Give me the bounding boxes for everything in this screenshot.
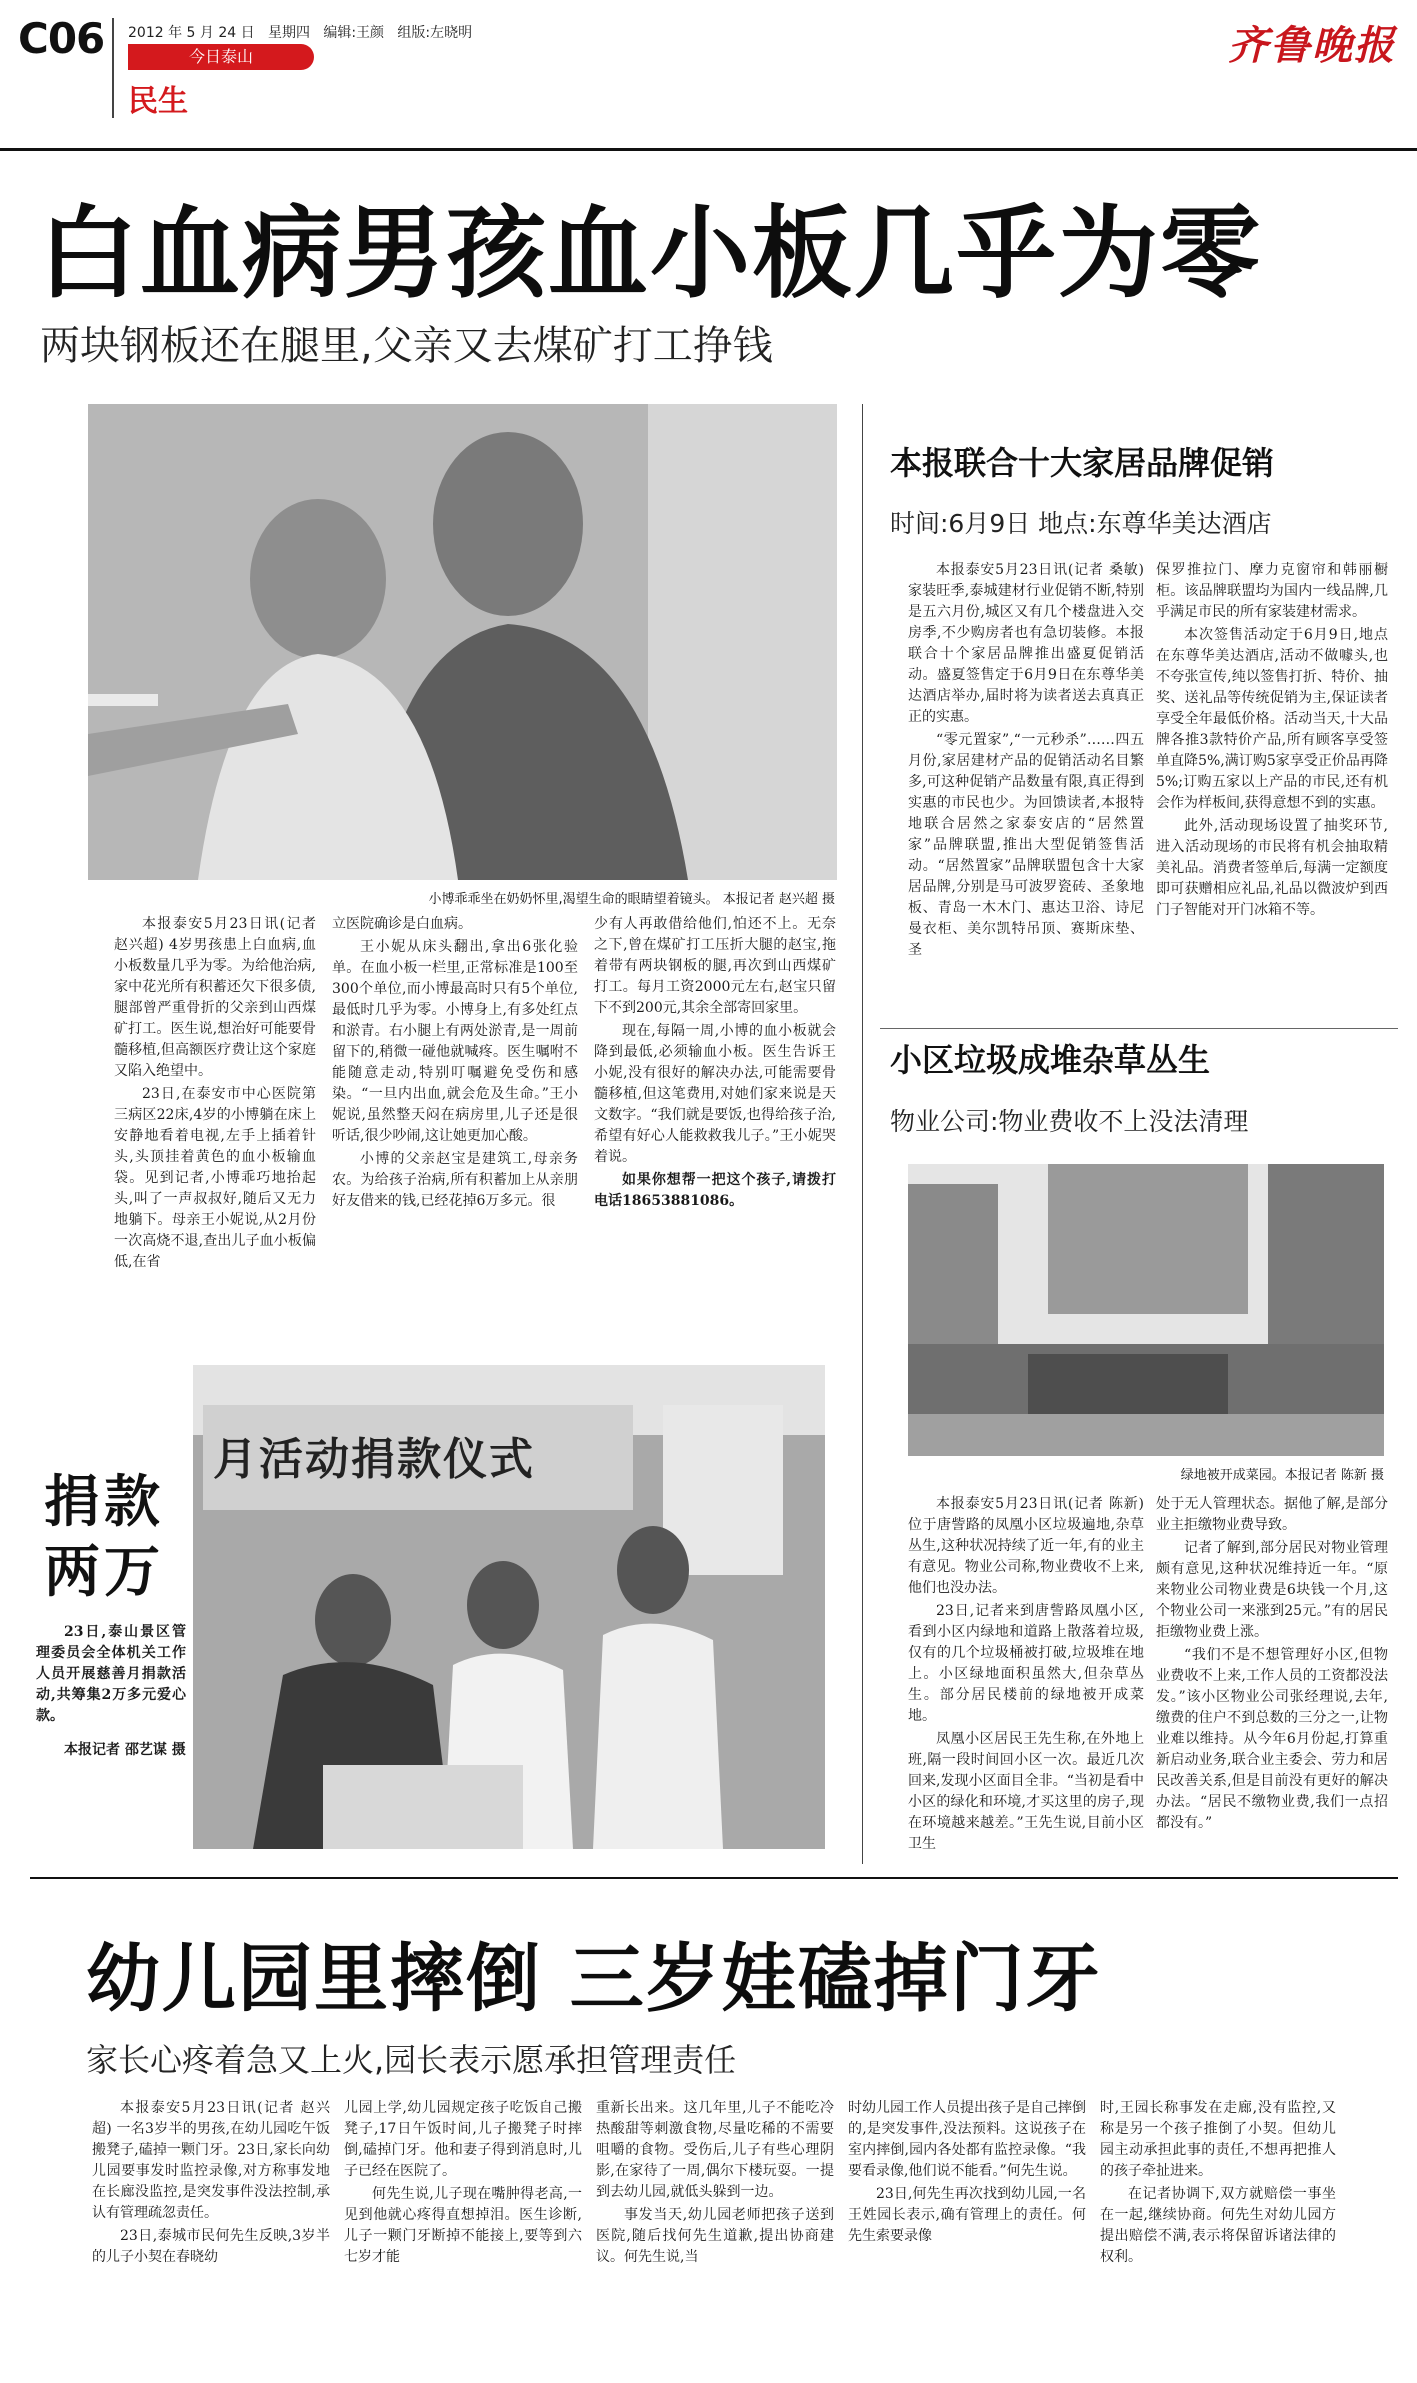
garbage-paragraph: “我们不是不想管理好小区,但物业费收不上来,工作人员的工资都没法发。”该小区物业公司张经理说,去年,缴费的住户不到总数的三分之一,让物业难以维持。从今年6月份起,打算重新启动业务,联合业主委会、劳力和居民改善关系,但是目前没有更好的解决办法。“居民不缴物业费,我们一点招都没有。” bbox=[1156, 1647, 1388, 1831]
lead-subtitle: 两块钢板还在腿里,父亲又去煤矿打工挣钱 bbox=[40, 323, 773, 369]
header-meta bbox=[128, 22, 472, 42]
lead-paragraph: 王小妮从床头翻出,拿出6张化验单。在血小板一栏里,正常标准是100至300个单位,而小博最高时只有5个单位,最低时几乎为零。小博身上,有多处红点和淤青。右小腿上有两处淤青,是一周前留下的,稍微一碰他就喊疼。医生嘱咐不能随意走动,特别叮嘱避免受伤和感染。“一旦内出血,就会危及生命。”王小妮说,虽然整天闷在病房里,儿子还是很听话,很少吵闹,这让她更加心酸。 bbox=[332, 939, 578, 1144]
garbage-paragraph: 本报泰安5月23日讯(记者 陈新) 位于唐訾路的凤凰小区垃圾遍地,杂草丛生,这种状况持续了近一年,有的业主有意见。物业公司称,物业费收不上来,他们也没办法。 bbox=[908, 1496, 1144, 1596]
kinder-paragraph: 时,王园长称事发在走廊,没有监控,又称是另一个孩子推倒了小契。但幼儿园主动承担此事的责任,不想再把推人的孩子牵扯进来。 bbox=[1100, 2100, 1336, 2179]
donation-photo bbox=[193, 1365, 825, 1849]
kinder-paragraph: 时幼儿园工作人员提出孩子是自己摔倒的,是突发事件,没法预料。这说孩子在室内摔倒,园内各处都有监控录像。“我要看录像,他们说不能看。”何先生说。 bbox=[848, 2100, 1086, 2179]
promo-headline: 本报联合十大家居品牌促销 bbox=[890, 444, 1275, 482]
kinder-subtitle: 家长心疼着急又上火,园长表示愿承担管理责任 bbox=[86, 2041, 737, 2079]
garbage-paragraph: 23日,记者来到唐訾路凤凰小区,看到小区内绿地和道路上散落着垃圾,仅有的几个垃圾桶被打破,垃圾堆在地上。小区绿地面积虽然大,但杂草丛生。部分居民楼前的绿地被开成菜地。 bbox=[908, 1603, 1144, 1724]
kinder-headline: 幼儿园里摔倒 三岁娃磕掉门牙 bbox=[86, 1936, 1102, 2022]
kinder-paragraph: 何先生说,儿子现在嘴肿得老高,一见到他就心疼得直想掉泪。医生诊断,儿子一颗门牙断掉不能接上,要等到六七岁才能 bbox=[344, 2186, 582, 2265]
kinder-paragraph: 本报泰安5月23日讯(记者 赵兴超) 一名3岁半的男孩,在幼儿园吃午饭搬凳子,磕掉一颗门牙。23日,家长向幼儿园要事发时监控录像,对方称事发地在长廊没监控,是突发事件没法控制,承认有管理疏忽责任。 bbox=[92, 2100, 330, 2221]
kinder-column-1 bbox=[92, 2098, 330, 2376]
promo-paragraph: “零元置家”,“一元秒杀”……四五月份,家居建材产品的促销活动名目繁多,可这种促销产品数量有限,真正得到实惠的市民也少。为回馈读者,本报特地联合居然之家泰安店的“居然置家”品牌联盟,推出大型促销签售活动。“居然置家”品牌联盟包含十大家居品牌,分别是马可波罗瓷砖、圣象地板、青岛一木木门、惠达卫浴、诗尼曼衣柜、美尔凯特吊顶、赛斯床垫、圣 bbox=[908, 732, 1144, 958]
garbage-paragraph: 凤凰小区居民王先生称,在外地上班,隔一段时间回小区一次。最近几次回来,发现小区面目全非。“当初是看中小区的绿化和环境,才买这里的房子,现在环境越来越差。”王先生说,目前小区卫生 bbox=[908, 1731, 1144, 1852]
kinder-paragraph: 重新长出来。这几年里,儿子不能吃冷热酸甜等刺激食物,尽量吃稀的不需要咀嚼的食物。受伤后,儿子有些心理阴影,在家待了一周,偶尔下楼玩耍。一提到去幼儿园,就低头躲到一边。 bbox=[596, 2100, 834, 2200]
promo-divider bbox=[880, 1028, 1398, 1029]
section-name: 民生 bbox=[128, 84, 188, 119]
masthead-logo: 齐鲁晚报 bbox=[1228, 22, 1396, 69]
kinder-paragraph: 在记者协调下,双方就赔偿一事坐在一起,继续协商。何先生对幼儿园方提出赔偿不满,表示将保留诉诸法律的权利。 bbox=[1100, 2186, 1336, 2265]
donation-body bbox=[36, 1622, 186, 1734]
garbage-column-1 bbox=[908, 1494, 1144, 1852]
donation-credit-block bbox=[36, 1740, 186, 1788]
header-rule bbox=[0, 148, 1417, 151]
promo-subtitle: 时间:6月9日 地点:东尊华美达酒店 bbox=[890, 509, 1272, 538]
lead-photo-caption: 小博乖乖坐在奶奶怀里,渴望生命的眼睛望着镜头。 本报记者 赵兴超 摄 bbox=[428, 892, 835, 907]
promo-column-1 bbox=[908, 560, 1144, 1034]
lead-paragraph: 小博的父亲赵宝是建筑工,母亲务农。为给孩子治病,所有积蓄加上从亲朋好友借来的钱,已经花掉6万多元。很 bbox=[332, 1151, 578, 1209]
promo-paragraph: 本次签售活动定于6月9日,地点在东尊华美达酒店,活动不做噱头,也不夸张宣传,纯以签售打折、特价、抽奖、送礼品等传统促销为主,保证读者享受全年最低价格。活动当天,十大品牌各推3款特价产品,所有顾客享受签单直降5%,满订购5家享受正价品再降5%;订购五家以上产品的市民,还有机会作为样板间,获得意想不到的实惠。 bbox=[1156, 627, 1388, 811]
header-divider bbox=[112, 18, 114, 118]
donation-headline-line-1: 捐款 bbox=[44, 1470, 164, 1535]
header-weekday: 星期四 bbox=[267, 25, 310, 41]
kinder-column-4 bbox=[848, 2098, 1086, 2376]
garbage-paragraph: 处于无人管理状态。据他了解,是部分业主拒缴物业费导致。 bbox=[1156, 1496, 1388, 1533]
header-editor: 编辑:王颜 bbox=[323, 25, 385, 41]
lead-paragraph: 少有人再敢借给他们,怕还不上。无奈之下,曾在煤矿打工压折大腿的赵宝,拖着带有两块钢板的腿,再次到山西煤矿打工。每月工资2000元左右,赵宝只留下不到200元,其余全部寄回家里。 bbox=[594, 916, 836, 1016]
kinder-top-rule bbox=[30, 1877, 1398, 1879]
promo-column-2 bbox=[1156, 560, 1388, 1034]
promo-paragraph: 此外,活动现场设置了抽奖环节,进入活动现场的市民将有机会抽取精美礼品。消费者签单后,每满一定额度即可获赠相应礼品,礼品以微波炉到西门子智能对开门冰箱不等。 bbox=[1156, 818, 1388, 918]
donation-headline-line-2: 两万 bbox=[44, 1540, 164, 1605]
lead-paragraph: 立医院确诊是白血病。 bbox=[332, 916, 472, 932]
garbage-photo bbox=[908, 1164, 1384, 1456]
lead-column-3 bbox=[594, 914, 836, 1334]
kinder-column-2 bbox=[344, 2098, 582, 2376]
lead-paragraph: 现在,每隔一周,小博的血小板就会降到最低,必须输血小板。医生告诉王小妮,没有很好的解决办法,可能需要骨髓移植,但这笔费用,对她们家来说是天文数字。“我们就是要饭,也得给孩子治,希望有好心人能救救我儿子。”王小妮哭着说。 bbox=[594, 1023, 836, 1165]
kinder-column-5 bbox=[1100, 2098, 1336, 2376]
kinder-paragraph: 事发当天,幼儿园老师把孩子送到医院,随后找何先生道歉,提出协商建议。何先生说,当 bbox=[596, 2207, 834, 2265]
garbage-paragraph: 记者了解到,部分居民对物业管理颇有意见,这种状况维持近一年。“原来物业公司物业费是6块钱一个月,这个物业公司一来涨到25元。”有的居民拒缴物业费上涨。 bbox=[1156, 1540, 1388, 1640]
kinder-column-3 bbox=[596, 2098, 834, 2376]
garbage-headline: 小区垃圾成堆杂草丛生 bbox=[890, 1041, 1211, 1079]
kinder-paragraph: 23日,泰城市民何先生反映,3岁半的儿子小契在春晓幼 bbox=[92, 2228, 330, 2265]
lead-photo bbox=[88, 404, 837, 880]
lead-headline: 白血病男孩血小板几乎为零 bbox=[38, 195, 1262, 312]
lead-paragraph: 本报泰安5月23日讯(记者 赵兴超) 4岁男孩患上白血病,血小板数量几乎为零。为给他治病,家中花光所有积蓄还欠下很多债,腿部曾严重骨折的父亲到山西煤矿打工。医生说,想治好可能要骨髓移植,但高额医疗费让这个家庭又陷入绝望中。 bbox=[114, 916, 316, 1079]
donation-credit: 本报记者 邵艺谋 摄 bbox=[64, 1742, 186, 1758]
lead-photo-illustration bbox=[88, 404, 837, 880]
donation-text: 23日,泰山景区管理委员会全体机关工作人员开展慈善月捐款活动,共筹集2万多元爱心款。 bbox=[36, 1624, 186, 1724]
lead-column-2 bbox=[332, 914, 578, 1334]
promo-paragraph: 本报泰安5月23日讯(记者 桑敏) 家装旺季,泰城建材行业促销不断,特别是五六月份,城区又有几个楼盘进入交房季,不少购房者也有急切装修。本报联合十个家居品牌推出盛夏促销活动。盛夏签售定于6月9日在东尊华美达酒店举办,届时将为读者送去真真正正的实惠。 bbox=[908, 562, 1144, 725]
kinder-paragraph: 儿园上学,幼儿园规定孩子吃饭自己搬凳子,17日午饭时间,儿子搬凳子时摔倒,磕掉门牙。他和妻子得到消息时,儿子已经在医院了。 bbox=[344, 2100, 582, 2179]
page-number: C06 bbox=[18, 14, 105, 63]
header-date: 2012 年 5 月 24 日 bbox=[128, 25, 255, 41]
section-tag: 今日泰山 bbox=[128, 44, 314, 70]
lead-hotline: 如果你想帮一把这个孩子,请拨打电话18653881086。 bbox=[594, 1172, 836, 1209]
garbage-photo-caption: 绿地被开成菜园。本报记者 陈新 摄 bbox=[1180, 1468, 1384, 1483]
garbage-photo-illustration bbox=[908, 1164, 1384, 1456]
header-layout: 组版:左晓明 bbox=[397, 25, 473, 41]
donation-banner-text: 月活动捐款仪式 bbox=[213, 1434, 535, 1485]
lead-column-1 bbox=[114, 914, 316, 1334]
lead-paragraph: 23日,在泰安市中心医院第三病区22床,4岁的小博躺在床上安静地看着电视,左手上插着针头,头顶挂着黄色的血小板输血袋。见到记者,小博乖巧地抬起头,叫了一声叔叔好,随后又无力地躺下。母亲王小妮说,从2月份一次高烧不退,查出儿子血小板偏低,在省 bbox=[114, 1086, 316, 1270]
column-divider bbox=[862, 404, 863, 1864]
kinder-paragraph: 23日,何先生再次找到幼儿园,一名王姓园长表示,确有管理上的责任。何先生索要录像 bbox=[848, 2186, 1086, 2244]
promo-paragraph: 保罗推拉门、摩力克窗帘和韩丽橱柜。该品牌联盟均为国内一线品牌,几乎满足市民的所有家装建材需求。 bbox=[1156, 562, 1388, 620]
garbage-subtitle: 物业公司:物业费收不上没法清理 bbox=[890, 1107, 1249, 1136]
garbage-column-2 bbox=[1156, 1494, 1388, 1838]
